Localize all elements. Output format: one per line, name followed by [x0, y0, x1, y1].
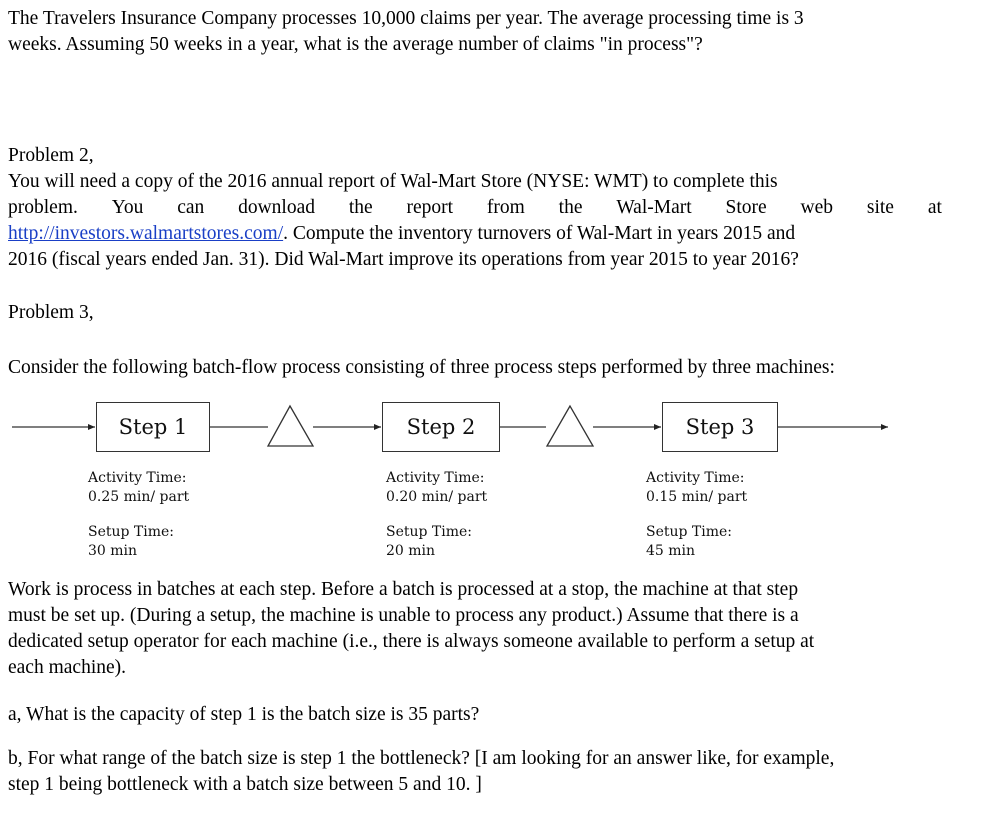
problem3-intro: Consider the following batch-flow process consisting of three process steps performed by three machines: — [8, 357, 835, 378]
work-line2: must be set up. (During a setup, the machine is unable to process any product.) Assume that there is a — [8, 605, 799, 626]
step-3-setup — [646, 523, 732, 561]
setup-time-value: 30 min — [88, 543, 138, 559]
activity-time-label: Activity Time: — [386, 470, 485, 486]
problem2-heading: Problem 2, — [8, 145, 94, 166]
word: download — [238, 197, 315, 218]
work-line1: Work is process in batches at each step. Before a batch is processed at a stop, the machine at that step — [8, 579, 799, 600]
step-3-activity — [646, 469, 747, 507]
activity-time-value: 0.25 min/ part — [88, 489, 190, 505]
activity-time-value: 0.20 min/ part — [386, 489, 488, 505]
problem3-heading: Problem 3, — [8, 302, 94, 323]
step-1-activity — [88, 469, 189, 507]
inventory-triangle-icon — [268, 406, 313, 446]
word: the — [348, 197, 373, 218]
step-1-setup — [88, 523, 174, 561]
word: at — [927, 197, 942, 218]
problem2-line4: 2016 (fiscal years ended Jan. 31). Did Wal-Mart improve its operations from year 2015 to year 2016? — [8, 249, 799, 270]
problem2-line3-rest: . Compute the inventory turnovers of Wal-Mart in years 2015 and — [283, 223, 796, 244]
question-b-line1: b, For what range of the batch size is step 1 the bottleneck? [I am looking for an answer like, for example, — [8, 748, 835, 769]
setup-time-label: Setup Time: — [386, 524, 473, 540]
work-line4: each machine). — [8, 657, 127, 678]
setup-time-value: 45 min — [646, 543, 696, 559]
word: Wal-Mart — [616, 197, 692, 218]
activity-time-label: Activity Time: — [88, 470, 187, 486]
word: can — [177, 197, 205, 218]
problem1-line2: weeks. Assuming 50 weeks in a year, what is the average number of claims "in process"? — [8, 34, 703, 55]
activity-time-value: 0.15 min/ part — [646, 489, 748, 505]
step-1-box: Step 1 — [96, 402, 210, 452]
question-a: a, What is the capacity of step 1 is the batch size is 35 parts? — [8, 704, 480, 725]
question-b — [8, 746, 942, 798]
activity-time-label: Activity Time: — [646, 470, 745, 486]
step-2-box: Step 2 — [382, 402, 500, 452]
walmart-investors-link[interactable]: http://investors.walmartstores.com/ — [8, 223, 284, 244]
word: You — [111, 197, 144, 218]
question-b-line2: step 1 being bottleneck with a batch size between 5 and 10. ] — [8, 774, 482, 795]
setup-time-label: Setup Time: — [646, 524, 733, 540]
word: the — [558, 197, 583, 218]
word: report — [406, 197, 454, 218]
word: problem. — [8, 197, 78, 218]
setup-time-value: 20 min — [386, 543, 436, 559]
step-3-box: Step 3 — [662, 402, 778, 452]
word: site — [866, 197, 894, 218]
step-2-activity — [386, 469, 487, 507]
work-description — [8, 577, 942, 681]
work-line3: dedicated setup operator for each machine (i.e., there is always someone available to perform a setup at — [8, 631, 815, 652]
step-2-setup — [386, 523, 472, 561]
inventory-triangle-icon — [547, 406, 593, 446]
word: from — [486, 197, 525, 218]
word: web — [800, 197, 834, 218]
word: Store — [725, 197, 767, 218]
problem2-line1: You will need a copy of the 2016 annual report of Wal-Mart Store (NYSE: WMT) to complete this — [8, 171, 778, 192]
setup-time-label: Setup Time: — [88, 524, 175, 540]
problem1-line1: The Travelers Insurance Company processes 10,000 claims per year. The average processing time is 3 — [8, 8, 804, 29]
